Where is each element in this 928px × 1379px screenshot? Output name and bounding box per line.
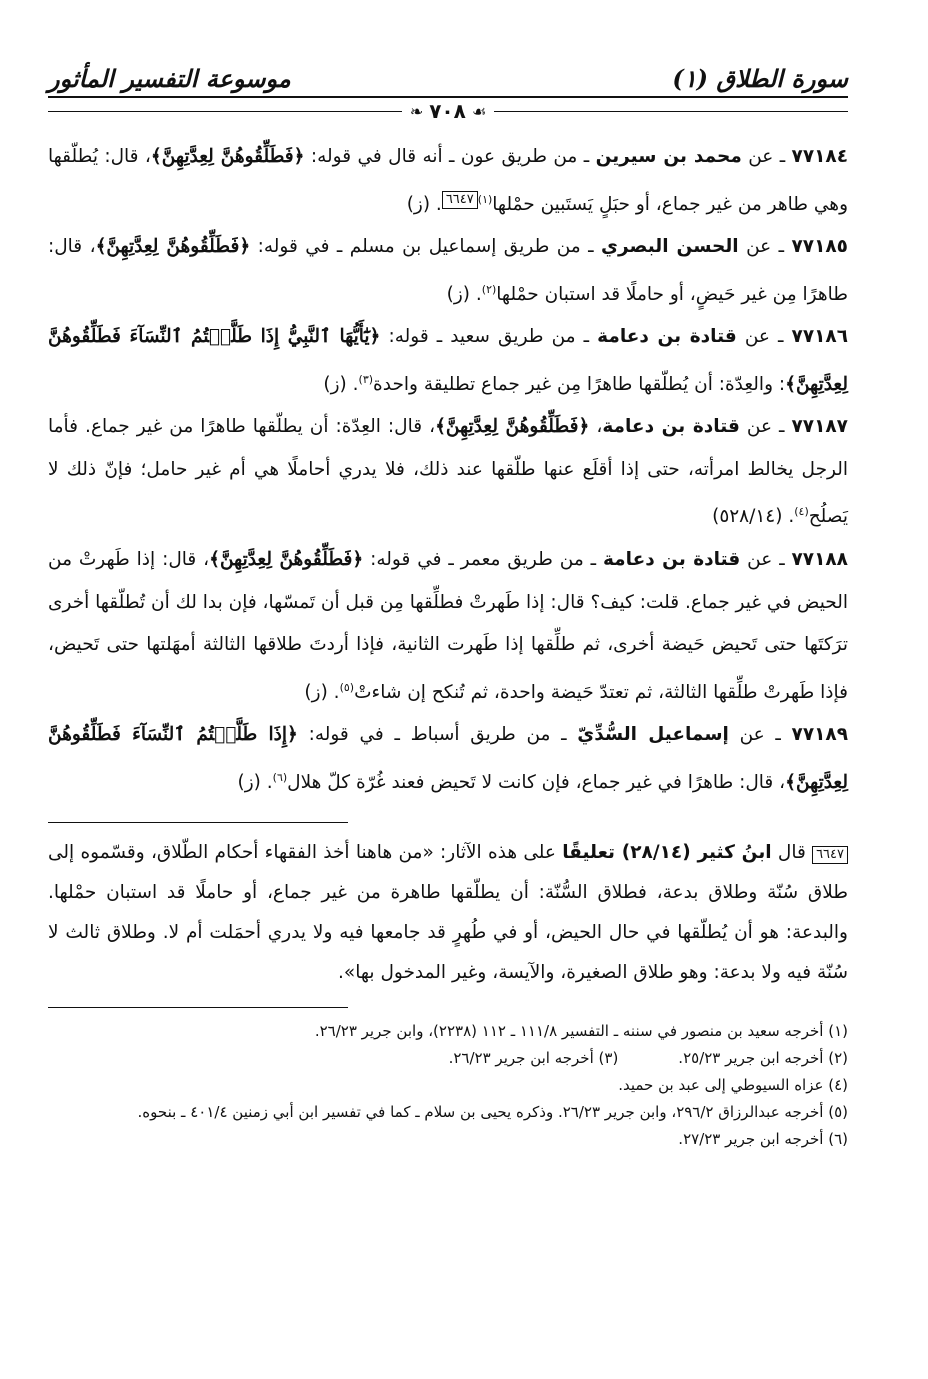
commentary-ref-box: ٦٦٤٧ (812, 846, 848, 864)
page-header (48, 56, 848, 123)
page-number-bar (48, 100, 848, 122)
entry-source: إسماعيل السُّدِّيّ (577, 724, 729, 746)
footnote-marker[interactable]: (٦) (272, 770, 288, 784)
athar-entries (48, 136, 848, 804)
entry-source: قتادة بن دعامة (602, 549, 741, 571)
footnotes-divider (48, 1007, 348, 1008)
footnote: (٤) عزاه السيوطي إلى عبد بن حميد. (618, 1076, 848, 1095)
ornament-icon: ☙ (471, 101, 487, 121)
entry-text: ، قال: طاهرًا في غير جماع، فإن كانت لا تَحيض فعند غُرّة كلّ هلال (287, 771, 786, 793)
page (48, 56, 848, 1349)
entry-source: قتادة بن دعامة (602, 416, 740, 438)
entry-text: ، قال: يُطلّقها وهي طاهر من غير جماع، أو حبَلٍ يَستَبين حمْلها (48, 146, 848, 215)
surah-title: سورة الطلاق (١) (672, 64, 848, 93)
footnote: (٢) أخرجه ابن جرير ٢٥/٢٣. (678, 1049, 848, 1068)
entry-text: : والعِدّة: أن يُطلّقها طاهرًا مِن غير جماع تطليقة واحدة (373, 373, 786, 395)
entry-text: ، قال: طاهرًا مِن غير حَيضٍ، أو حاملًا قد استبان حمْلها (48, 236, 848, 305)
entry-text: ـ من طريق أسباط ـ في قوله: (297, 724, 578, 746)
footnote-row (48, 1045, 848, 1072)
entry-text: ، (589, 416, 603, 438)
entry-text: ، قال: إذا طَهرتْ من الحيض في غير جماع. قلت: كيف؟ قال: إذا طَهرتْ فطلِّقها مِن قبل أن تَمسّها، فإن بدا لك أن تُطلّقها أخرى ترَكتَها حتى تَحيض حَيضة أخرى، ثم طلِّقها إذا طَهرت الثانية، فإذا أردتَ طلاقها الثالثة أمهَلتها حتى تَحيض، فإذا طَهرتْ طلِّقها الثالثة، ثم تعتدّ حَيضة واحدة، ثم تُنكح إن شاءتْ (48, 549, 848, 703)
entry-text: ـ عن (738, 236, 792, 258)
entry-source: محمد بن سيرين (595, 146, 742, 167)
entry-number: ٧٧١٨٤ (791, 146, 848, 167)
entry-text: ـ عن (728, 724, 792, 746)
athar-entry (48, 714, 848, 804)
entry-number: ٧٧١٨٨ (791, 549, 848, 571)
quran-verse: ﴿إِذَا طَلَّقۡتُمُ ٱلنِّسَآءَ فَطَلِّقُوهُنَّ لِعِدَّتِهِنَّ﴾ (48, 724, 848, 793)
header-rule (48, 96, 848, 98)
entry-text: ـ عن (736, 326, 792, 348)
commentary-note (48, 833, 848, 993)
book-title: موسوعة التفسير المأثور (48, 64, 291, 93)
commentary-text: على هذه الآثار: «من هاهنا أخذ الفقهاء أحكام الطّلاق، وقسّموه إلى طلاق سُنّة وطلاق بدعة، فطلاق السُّنّة: أن يطلّقها طاهرة من غير جماع، أو حاملًا قد استبان حمْلها. والبدعة: هو أن يُطلّقها في حال الحيض، أو في طُهرٍ قد جامعها فيه ولا يدري أحمَلت أم لا. وطلاق ثالث لا سُنّة فيه ولا بدعة: وهو طلاق الصغيرة، والآيسة، وغير المدخول بها». (48, 842, 848, 984)
footnote: (٥) أخرجه عبدالرزاق ٢٩٦/٢، وابن جرير ٢٦/٢٣. وذكره يحيى بن سلام ـ كما في تفسير ابن أبي زمنين ٤٠١/٤ ـ بنحوه. (137, 1103, 848, 1122)
entry-tail: . (ز) (446, 283, 482, 305)
footnote-marker[interactable]: (٣) (358, 372, 374, 386)
footnotes (48, 1018, 848, 1153)
page-number-line-right (494, 111, 848, 112)
footnote-marker[interactable]: (٢) (481, 282, 497, 296)
footnote-marker[interactable]: (٤) (794, 505, 809, 519)
commentary-text: قال (771, 842, 813, 864)
entry-source: الحسن البصري (601, 236, 739, 258)
commentary-author: ابنُ كثير (697, 842, 772, 864)
entry-text: ـ من طريق معمر ـ في قوله: (363, 549, 603, 571)
quran-verse: ﴿فَطَلِّقُوهُنَّ لِعِدَّتِهِنَّ﴾ (209, 549, 364, 571)
commentary-kind: تعليقًا (562, 842, 615, 864)
footnote: (٦) أخرجه ابن جرير ٢٧/٢٣. (678, 1130, 848, 1149)
page-number-line-left (48, 111, 402, 112)
page-number: ٧٠٨ (429, 99, 466, 123)
footnote-marker[interactable]: (١) (477, 192, 493, 206)
athar-entry (48, 226, 848, 316)
quran-verse: ﴿فَطَلِّقُوهُنَّ لِعِدَّتِهِنَّ﴾ (150, 146, 305, 167)
entry-tail: . (ز) (406, 193, 442, 215)
entry-number: ٧٧١٨٩ (791, 724, 848, 746)
quran-verse: ﴿فَطَلِّقُوهُنَّ لِعِدَّتِهِنَّ﴾ (95, 236, 251, 258)
entry-tail: . (ز) (304, 681, 340, 703)
athar-entry (48, 316, 848, 406)
entry-source: قتادة بن دعامة (597, 326, 737, 348)
quran-verse: ﴿فَطَلِّقُوهُنَّ لِعِدَّتِهِنَّ﴾ (435, 416, 590, 438)
entry-text: ـ من طريق عون ـ أنه قال في قوله: (304, 146, 596, 167)
quran-verse: ﴿يَٰٓأَيُّهَا ٱلنَّبِيُّ إِذَا طَلَّقۡتُمُ ٱلنِّسَآءَ فَطَلِّقُوهُنَّ لِعِدَّتِهِنَّ﴾ (48, 326, 848, 395)
commentary-citation: (٢٨/١٤) (614, 842, 698, 864)
entry-tail: . (ز) (323, 373, 359, 395)
athar-entry (48, 136, 848, 226)
entry-tail: . (ز) (237, 771, 273, 793)
entry-text: ـ عن (740, 549, 792, 571)
entry-number: ٧٧١٨٧ (791, 416, 848, 438)
entry-tail: . (٥٢٨/١٤) (712, 506, 795, 528)
commentary-divider (48, 822, 348, 823)
entry-text: ـ عن (741, 146, 792, 167)
commentary-ref-box[interactable]: ٦٦٤٧ (442, 191, 478, 209)
ornament-icon: ❧ (409, 101, 424, 121)
entry-text: ـ من طريق إسماعيل بن مسلم ـ في قوله: (250, 236, 602, 258)
entry-number: ٧٧١٨٥ (791, 236, 848, 258)
entry-number: ٧٧١٨٦ (791, 326, 848, 348)
footnote: (١) أخرجه سعيد بن منصور في سننه ـ التفسير ١١١/٨ ـ ١١٢ (٢٢٣٨)، وابن جرير ٢٦/٢٣. (314, 1022, 848, 1041)
athar-entry (48, 406, 848, 539)
athar-entry (48, 539, 848, 714)
entry-text: ، قال: العِدّة: أن يطلّقها طاهرًا من غير جماع. فأما الرجل يخالط امرأته، حتى إذا أقلَع عنها طلّقها عند ذلك، فلا يدري أحاملًا هي أم غير حامل؛ فإنّ ذلك لا يَصلُح (48, 416, 848, 528)
entry-text: ـ عن (739, 416, 792, 438)
footnote-marker[interactable]: (٥) (339, 680, 355, 694)
entry-text: ـ من طريق سعيد ـ قوله: (380, 326, 598, 348)
footnote: (٣) أخرجه ابن جرير ٢٦/٢٣. (448, 1049, 619, 1068)
